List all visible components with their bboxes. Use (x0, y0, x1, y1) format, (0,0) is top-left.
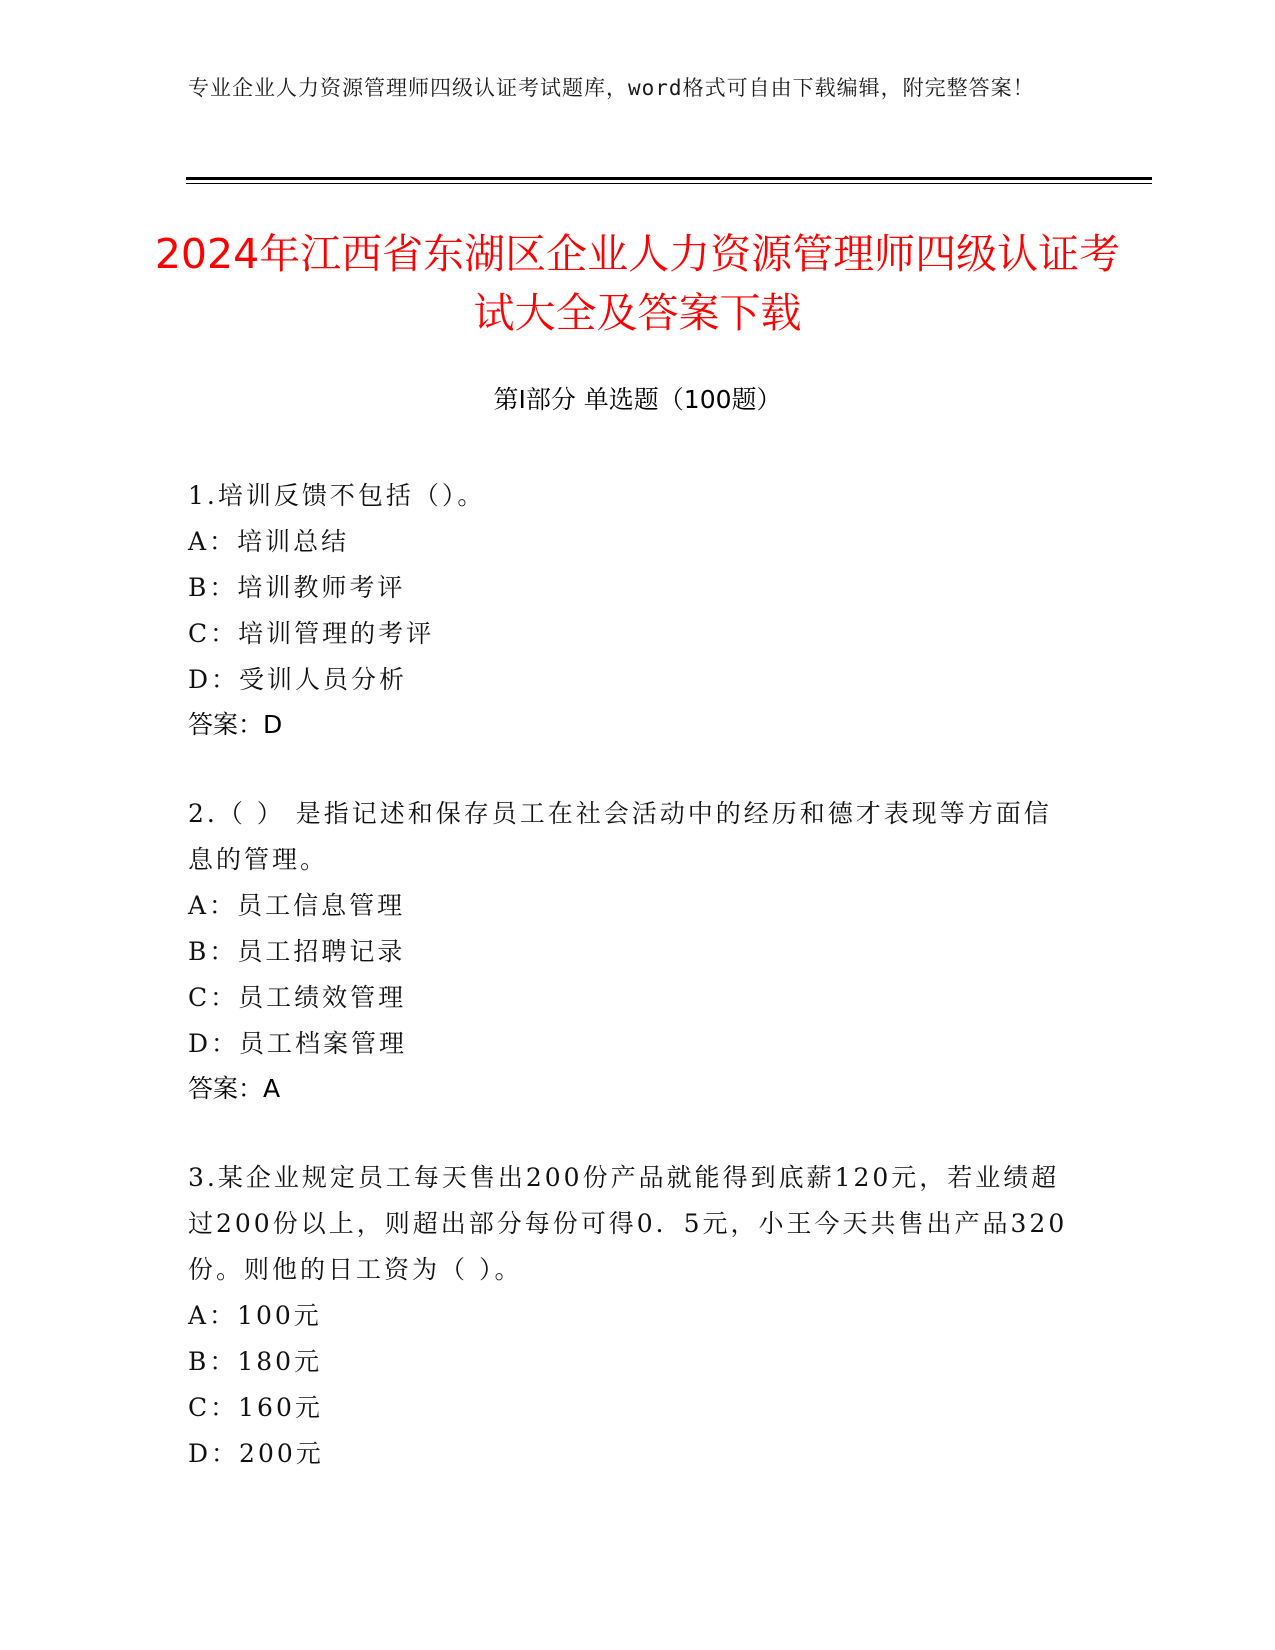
section-heading: 第Ⅰ部分 单选题（100题） (493, 385, 782, 414)
option-d (188, 1021, 1068, 1067)
option-text: 员工招聘记录 (237, 937, 406, 966)
option-b (188, 1339, 1068, 1385)
question-1 (188, 473, 1068, 747)
option-a (188, 1293, 1068, 1339)
option-d (188, 1431, 1068, 1477)
option-text: 培训教师考评 (237, 573, 406, 602)
question-stem: 1.培训反馈不包括（）。 (188, 481, 486, 510)
option-d (188, 657, 1068, 703)
option-a (188, 883, 1068, 929)
header-divider-thick (186, 177, 1152, 180)
option-text: 员工档案管理 (239, 1029, 408, 1058)
option-label: C： (188, 1393, 239, 1422)
option-label: D： (188, 665, 240, 694)
option-text: 受训人员分析 (239, 665, 408, 694)
option-a (188, 519, 1068, 565)
question-stem: 2.（ ） 是指记述和保存员工在社会活动中的经历和德才表现等方面信息的管理。 (188, 799, 1052, 874)
option-text: 200元 (239, 1439, 324, 1468)
option-c (188, 1385, 1068, 1431)
question-stem: 3.某企业规定员工每天售出200份产品就能得到底薪120元，若业绩超过200份以上，则超出部分每份可得0．5元，小王今天共售出产品320份。则他的日工资为（ ）。 (188, 1163, 1068, 1284)
answer: 答案：A (188, 1074, 281, 1103)
header-divider-thin (186, 183, 1152, 184)
option-label: C： (188, 983, 239, 1012)
option-label: C： (188, 619, 239, 648)
option-text: 培训管理的考评 (238, 619, 435, 648)
document-title: 2024年江西省东湖区企业人力资源管理师四级认证考试大全及答案下载 (154, 230, 1121, 337)
option-c (188, 975, 1068, 1021)
option-text: 100元 (237, 1301, 322, 1330)
option-text: 员工信息管理 (237, 891, 406, 920)
option-text: 160元 (238, 1393, 323, 1422)
option-label: B： (188, 1347, 238, 1376)
option-text: 培训总结 (237, 527, 350, 556)
option-label: D： (188, 1439, 240, 1468)
option-b (188, 929, 1068, 975)
option-label: D： (188, 1029, 240, 1058)
option-text: 180元 (237, 1347, 323, 1376)
option-c (188, 611, 1068, 657)
question-3 (188, 1155, 1068, 1477)
option-label: B： (188, 937, 238, 966)
header-note: 专业企业人力资源管理师四级认证考试题库，word格式可自由下载编辑，附完整答案！ (188, 76, 1035, 100)
option-b (188, 565, 1068, 611)
question-2 (188, 791, 1068, 1111)
option-label: A： (188, 1301, 238, 1330)
option-label: A： (188, 891, 238, 920)
option-text: 员工绩效管理 (238, 983, 407, 1012)
question-list (188, 473, 1068, 1521)
option-label: A： (188, 527, 238, 556)
answer: 答案：D (188, 710, 283, 739)
option-label: B： (188, 573, 238, 602)
